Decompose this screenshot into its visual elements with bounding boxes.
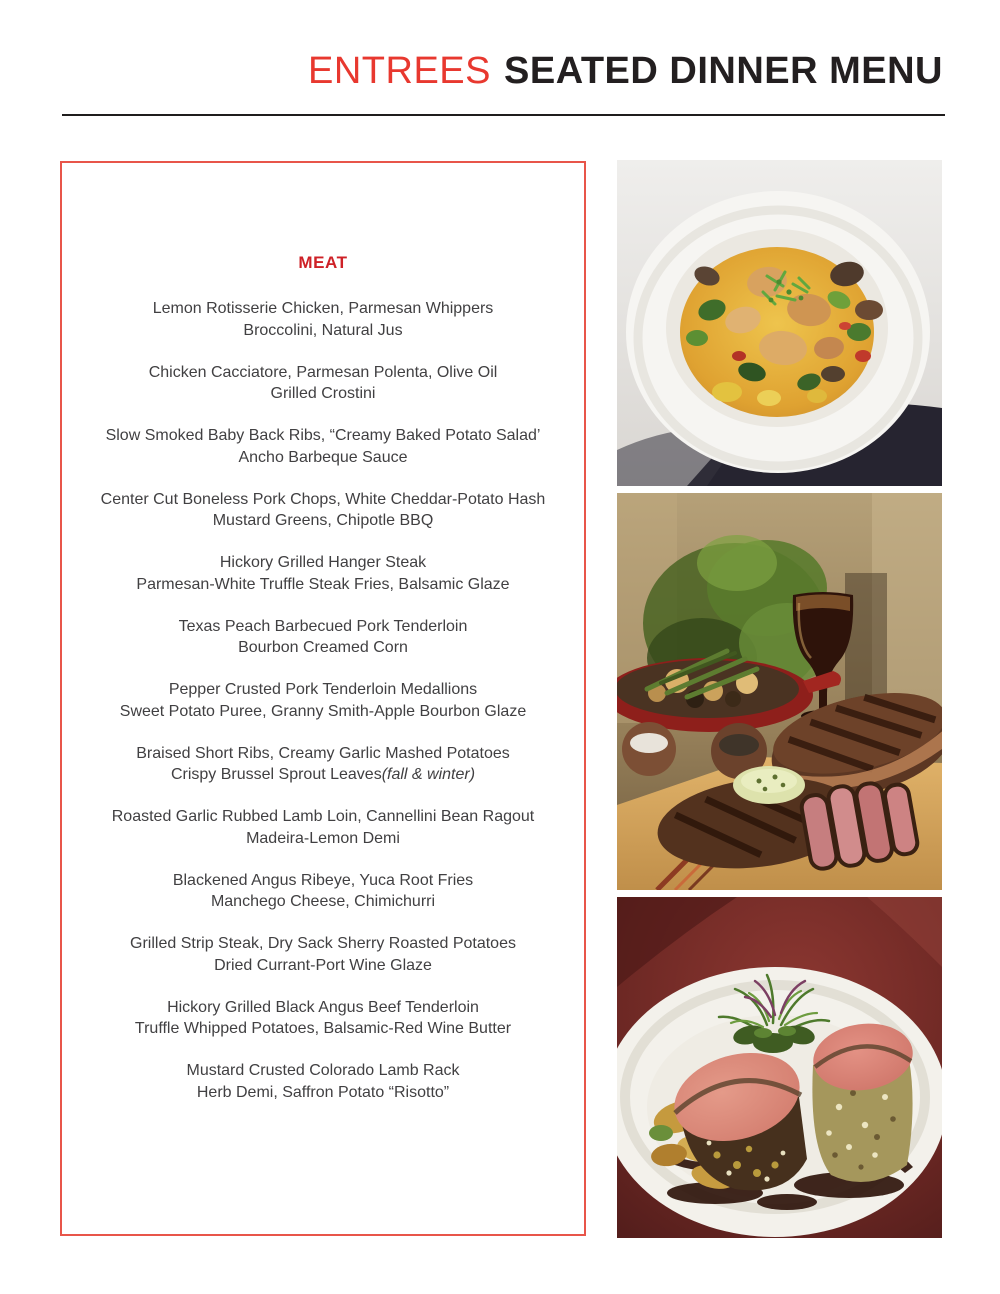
- menu-item-line2: Mustard Greens, Chipotle BBQ: [212, 512, 434, 529]
- menu-item-line2: Madeira-Lemon Demi: [246, 829, 400, 847]
- page-title-accent: ENTREES: [308, 50, 491, 92]
- menu-item-line1: Roasted Garlic Rubbed Lamb Loin, Cannellini Bean Ragout: [111, 808, 535, 825]
- menu-item-5: [72, 616, 574, 659]
- menu-item-12: [72, 1060, 574, 1103]
- photo-column: [617, 160, 942, 1238]
- menu-item-line2: Parmesan-White Truffle Steak Fries, Balsamic Glaze: [136, 575, 510, 593]
- menu-item-6: [72, 679, 574, 722]
- menu-item-line1: Texas Peach Barbecued Pork Tenderloin: [178, 617, 468, 635]
- menu-item-line2: Ancho Barbeque Sauce: [238, 448, 408, 466]
- menu-item-3: [72, 489, 574, 532]
- menu-item-line1: Slow Smoked Baby Back Ribs, “Creamy Baked Potato Salad’: [105, 427, 541, 444]
- menu-item-line1: Hickory Grilled Black Angus Beef Tenderloin: [167, 998, 479, 1016]
- chicken-vegetable-bowl-photo: [617, 160, 942, 486]
- menu-item-7: [72, 743, 574, 786]
- menu-item-2: [72, 425, 574, 468]
- menu-item-line2: Dried Currant-Port Wine Glaze: [214, 956, 432, 974]
- menu-item-10: [72, 933, 574, 976]
- menu-item-line2: Crispy Brussel Sprout Leaves(fall & winter): [170, 766, 476, 783]
- menu-item-line1: Blackened Angus Ribeye, Yuca Root Fries: [172, 871, 474, 889]
- menu-item-line1: Pepper Crusted Pork Tenderloin Medallions: [168, 681, 478, 698]
- menu-item-line1: Grilled Strip Steak, Dry Sack Sherry Roasted Potatoes: [130, 935, 516, 952]
- menu-item-11: [72, 997, 574, 1040]
- meat-menu-box: [60, 161, 586, 1236]
- menu-item-line1: Lemon Rotisserie Chicken, Parmesan Whippers: [152, 300, 494, 317]
- menu-item-8: [72, 806, 574, 849]
- menu-item-line1: Chicken Cacciatore, Parmesan Polenta, Olive Oil: [148, 363, 498, 381]
- menu-item-line2: Truffle Whipped Potatoes, Balsamic-Red Wine Butter: [134, 1020, 512, 1037]
- menu-item-9: [72, 870, 574, 913]
- menu-item-line1: Mustard Crusted Colorado Lamb Rack: [186, 1062, 460, 1079]
- crusted-tenderloin-plate-photo: [617, 897, 942, 1238]
- menu-item-0: [72, 298, 574, 341]
- header-divider: [62, 114, 945, 116]
- section-heading-meat: MEAT: [298, 253, 348, 272]
- page-title-main: SEATED DINNER MENU: [504, 50, 943, 92]
- menu-item-line2: Grilled Crostini: [270, 385, 376, 402]
- menu-item-line1: Center Cut Boneless Pork Chops, White Cheddar-Potato Hash: [100, 490, 546, 508]
- menu-item-line1: Hickory Grilled Hanger Steak: [219, 554, 427, 571]
- menu-item-line1: Braised Short Ribs, Creamy Garlic Mashed Potatoes: [136, 744, 510, 762]
- menu-item-line2: Herb Demi, Saffron Potato “Risotto”: [196, 1083, 450, 1101]
- menu-item-1: [72, 362, 574, 405]
- menu-item-line2: Bourbon Creamed Corn: [238, 639, 408, 656]
- menu-item-line2: Sweet Potato Puree, Granny Smith-Apple Bourbon Glaze: [119, 702, 527, 720]
- page-title: [60, 52, 943, 92]
- grilled-steaks-board-photo: [617, 493, 942, 890]
- menu-item-line2: Broccolini, Natural Jus: [243, 321, 403, 339]
- menu-item-line2: Manchego Cheese, Chimichurri: [210, 893, 436, 910]
- menu-item-4: [72, 552, 574, 595]
- seasonal-note: (fall & winter): [381, 766, 476, 783]
